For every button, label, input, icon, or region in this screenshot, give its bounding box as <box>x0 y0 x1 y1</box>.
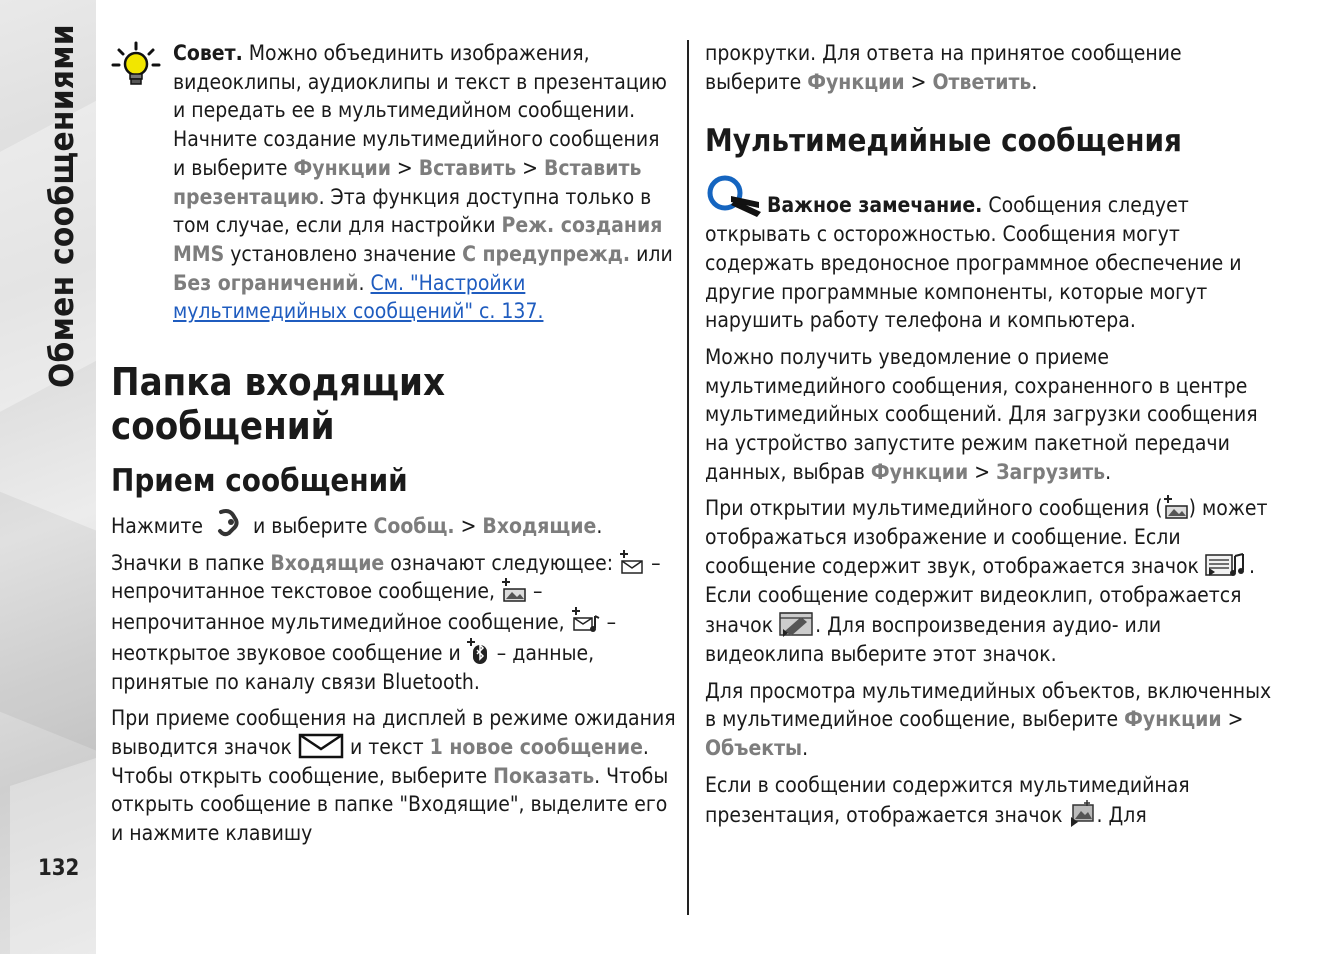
text-span: прокрутки. Для ответа на принятое сообщение выберите <box>705 41 1182 94</box>
page-number: 132 <box>38 856 80 881</box>
text-span: При открытии мультимедийного сообщения ( <box>705 496 1163 521</box>
text-span: – данные, принятые по каналу связи Bluetooth. <box>111 640 595 694</box>
menu-download: Загрузить <box>996 459 1106 484</box>
text-span: – непрочитанное текстовое сообщение, <box>111 550 661 604</box>
heading-inbox: Папка входящих сообщений <box>111 360 445 449</box>
menu-separator: > <box>390 155 419 180</box>
menu-reply: Ответить <box>932 69 1032 94</box>
text-span: установлено значение <box>224 241 463 266</box>
paragraph-mms-objects <box>705 677 1275 763</box>
new-message-text: 1 новое сообщение <box>429 734 643 759</box>
text-span: – неоткрытое звуковое сообщение и <box>111 610 617 665</box>
unread-multimedia-message-icon <box>1163 494 1189 520</box>
tip-label: Совет. <box>173 41 243 65</box>
text-span: Можно объединить изображения, видеоклипы, аудиоклипы и текст в презентацию и передать ее в мультимедийном сообщении. Начните создание мультимедийного сообщения и выберите <box>173 41 667 180</box>
menu-insert-presentation: Вставить презентацию <box>173 155 642 209</box>
text-span: . Эта функция доступна только в том случае, если для настройки <box>173 184 652 238</box>
text-span: Можно получить уведомление о приеме мультимедийного сообщения, сохраненного в центре мультимедийных сообщений. Для загрузки сообщения на устройство запустите режим пакетной передачи данных, выбрав <box>705 344 1258 484</box>
menu-separator: > <box>1221 707 1244 732</box>
bluetooth-data-icon <box>467 637 491 665</box>
unread-multimedia-message-icon <box>501 577 527 603</box>
menu-inbox: Входящие <box>482 514 597 539</box>
menu-functions: Функции <box>807 69 905 94</box>
menu-key-icon <box>209 508 247 538</box>
setting-mms-mode: Реж. создания MMS <box>173 213 663 266</box>
unread-text-message-icon <box>619 549 645 575</box>
text-span: Нажмите <box>111 514 209 539</box>
text-span: или <box>630 241 673 266</box>
paragraph-mms-opening <box>705 494 1275 668</box>
important-note <box>705 174 1275 335</box>
text-span: . Для <box>1096 803 1147 828</box>
text-span: Значки в папке <box>111 550 271 575</box>
presentation-icon <box>1069 799 1097 827</box>
menu-functions: Функции <box>1124 707 1222 732</box>
menu-separator: > <box>516 155 545 180</box>
text-span: ) может отображаться изображение и сообщение. Если сообщение содержит звук, отображается значок <box>705 496 1268 578</box>
menu-objects: Объекты <box>705 736 803 761</box>
text-span: . <box>1031 69 1038 94</box>
tip-paragraph <box>111 39 677 326</box>
text-span: – непрочитанное мультимедийное сообщение, <box>111 579 571 635</box>
paragraph-mms-notification <box>705 343 1275 487</box>
envelope-icon <box>298 733 344 759</box>
text-span: и выберите <box>246 514 374 539</box>
right-column <box>705 39 1275 830</box>
menu-messaging: Сообщ. <box>373 514 455 539</box>
sidebar-facet <box>10 734 96 954</box>
text-span: . Чтобы открыть сообщение в папке "Входящие", выделите его и нажмите клавишу <box>111 763 669 846</box>
value-unrestricted: Без ограничений <box>173 270 359 295</box>
menu-inbox: Входящие <box>270 550 385 575</box>
paragraph-reply <box>705 39 1275 96</box>
text-span: и текст <box>343 734 430 759</box>
menu-separator: > <box>904 69 933 94</box>
audio-clip-icon <box>1205 552 1249 578</box>
lightbulb-icon <box>111 41 161 91</box>
note-label: Важное замечание. <box>767 193 983 218</box>
text-span: . Для воспроизведения аудио- или видеоклипа выберите этот значок. <box>705 613 1162 666</box>
text-span: означают следующее: <box>384 550 620 575</box>
text-span: При приеме сообщения на дисплей в режиме ожидания выводится значок <box>111 706 676 759</box>
menu-functions: Функции <box>870 459 969 484</box>
text-span: Для просмотра мультимедийных объектов, включенных в мультимедийное сообщение, выберите <box>705 678 1272 732</box>
heading-multimedia-messages: Мультимедийные сообщения <box>705 123 1182 160</box>
menu-functions: Функции <box>293 155 391 180</box>
text-span: . Чтобы открыть сообщение, выберите <box>111 734 649 788</box>
paragraph-inbox-icons <box>111 549 677 697</box>
menu-separator: > <box>454 514 483 539</box>
paragraph-open-inbox <box>111 508 677 541</box>
note-text: Сообщения следует открывать с осторожностью. Сообщения могут содержать вредоносное программное обеспечение и другие программные компоненты, которые могут нарушить работу телефона и компьютера. <box>705 193 1242 333</box>
warning-magnifier-icon <box>705 174 765 218</box>
value-with-warning: С предупрежд. <box>462 241 631 266</box>
section-title: Обмен сообщениями <box>42 24 81 388</box>
text-span: Если в сообщении содержится мультимедийная презентация, отображается значок <box>705 772 1190 828</box>
paragraph-new-message <box>111 704 677 848</box>
menu-insert: Вставить <box>418 155 517 180</box>
unopened-audio-message-icon <box>571 606 601 634</box>
sidebar-facet <box>0 480 96 781</box>
column-divider <box>687 40 689 915</box>
text-span: . <box>596 514 603 539</box>
text-span: . <box>1105 459 1112 484</box>
left-column <box>111 39 677 848</box>
text-span: . <box>358 270 371 295</box>
text-span: . Если сообщение содержит видеоклип, отображается значок <box>705 553 1255 638</box>
menu-separator: > <box>968 459 997 484</box>
paragraph-mms-presentation <box>705 771 1275 830</box>
settings-link[interactable]: См. "Настройки мультимедийных сообщений" с. 137. <box>173 270 544 324</box>
text-span: . <box>802 736 809 761</box>
video-clip-icon <box>779 609 815 637</box>
heading-receiving: Прием сообщений <box>111 463 408 500</box>
menu-show: Показать <box>493 763 595 788</box>
